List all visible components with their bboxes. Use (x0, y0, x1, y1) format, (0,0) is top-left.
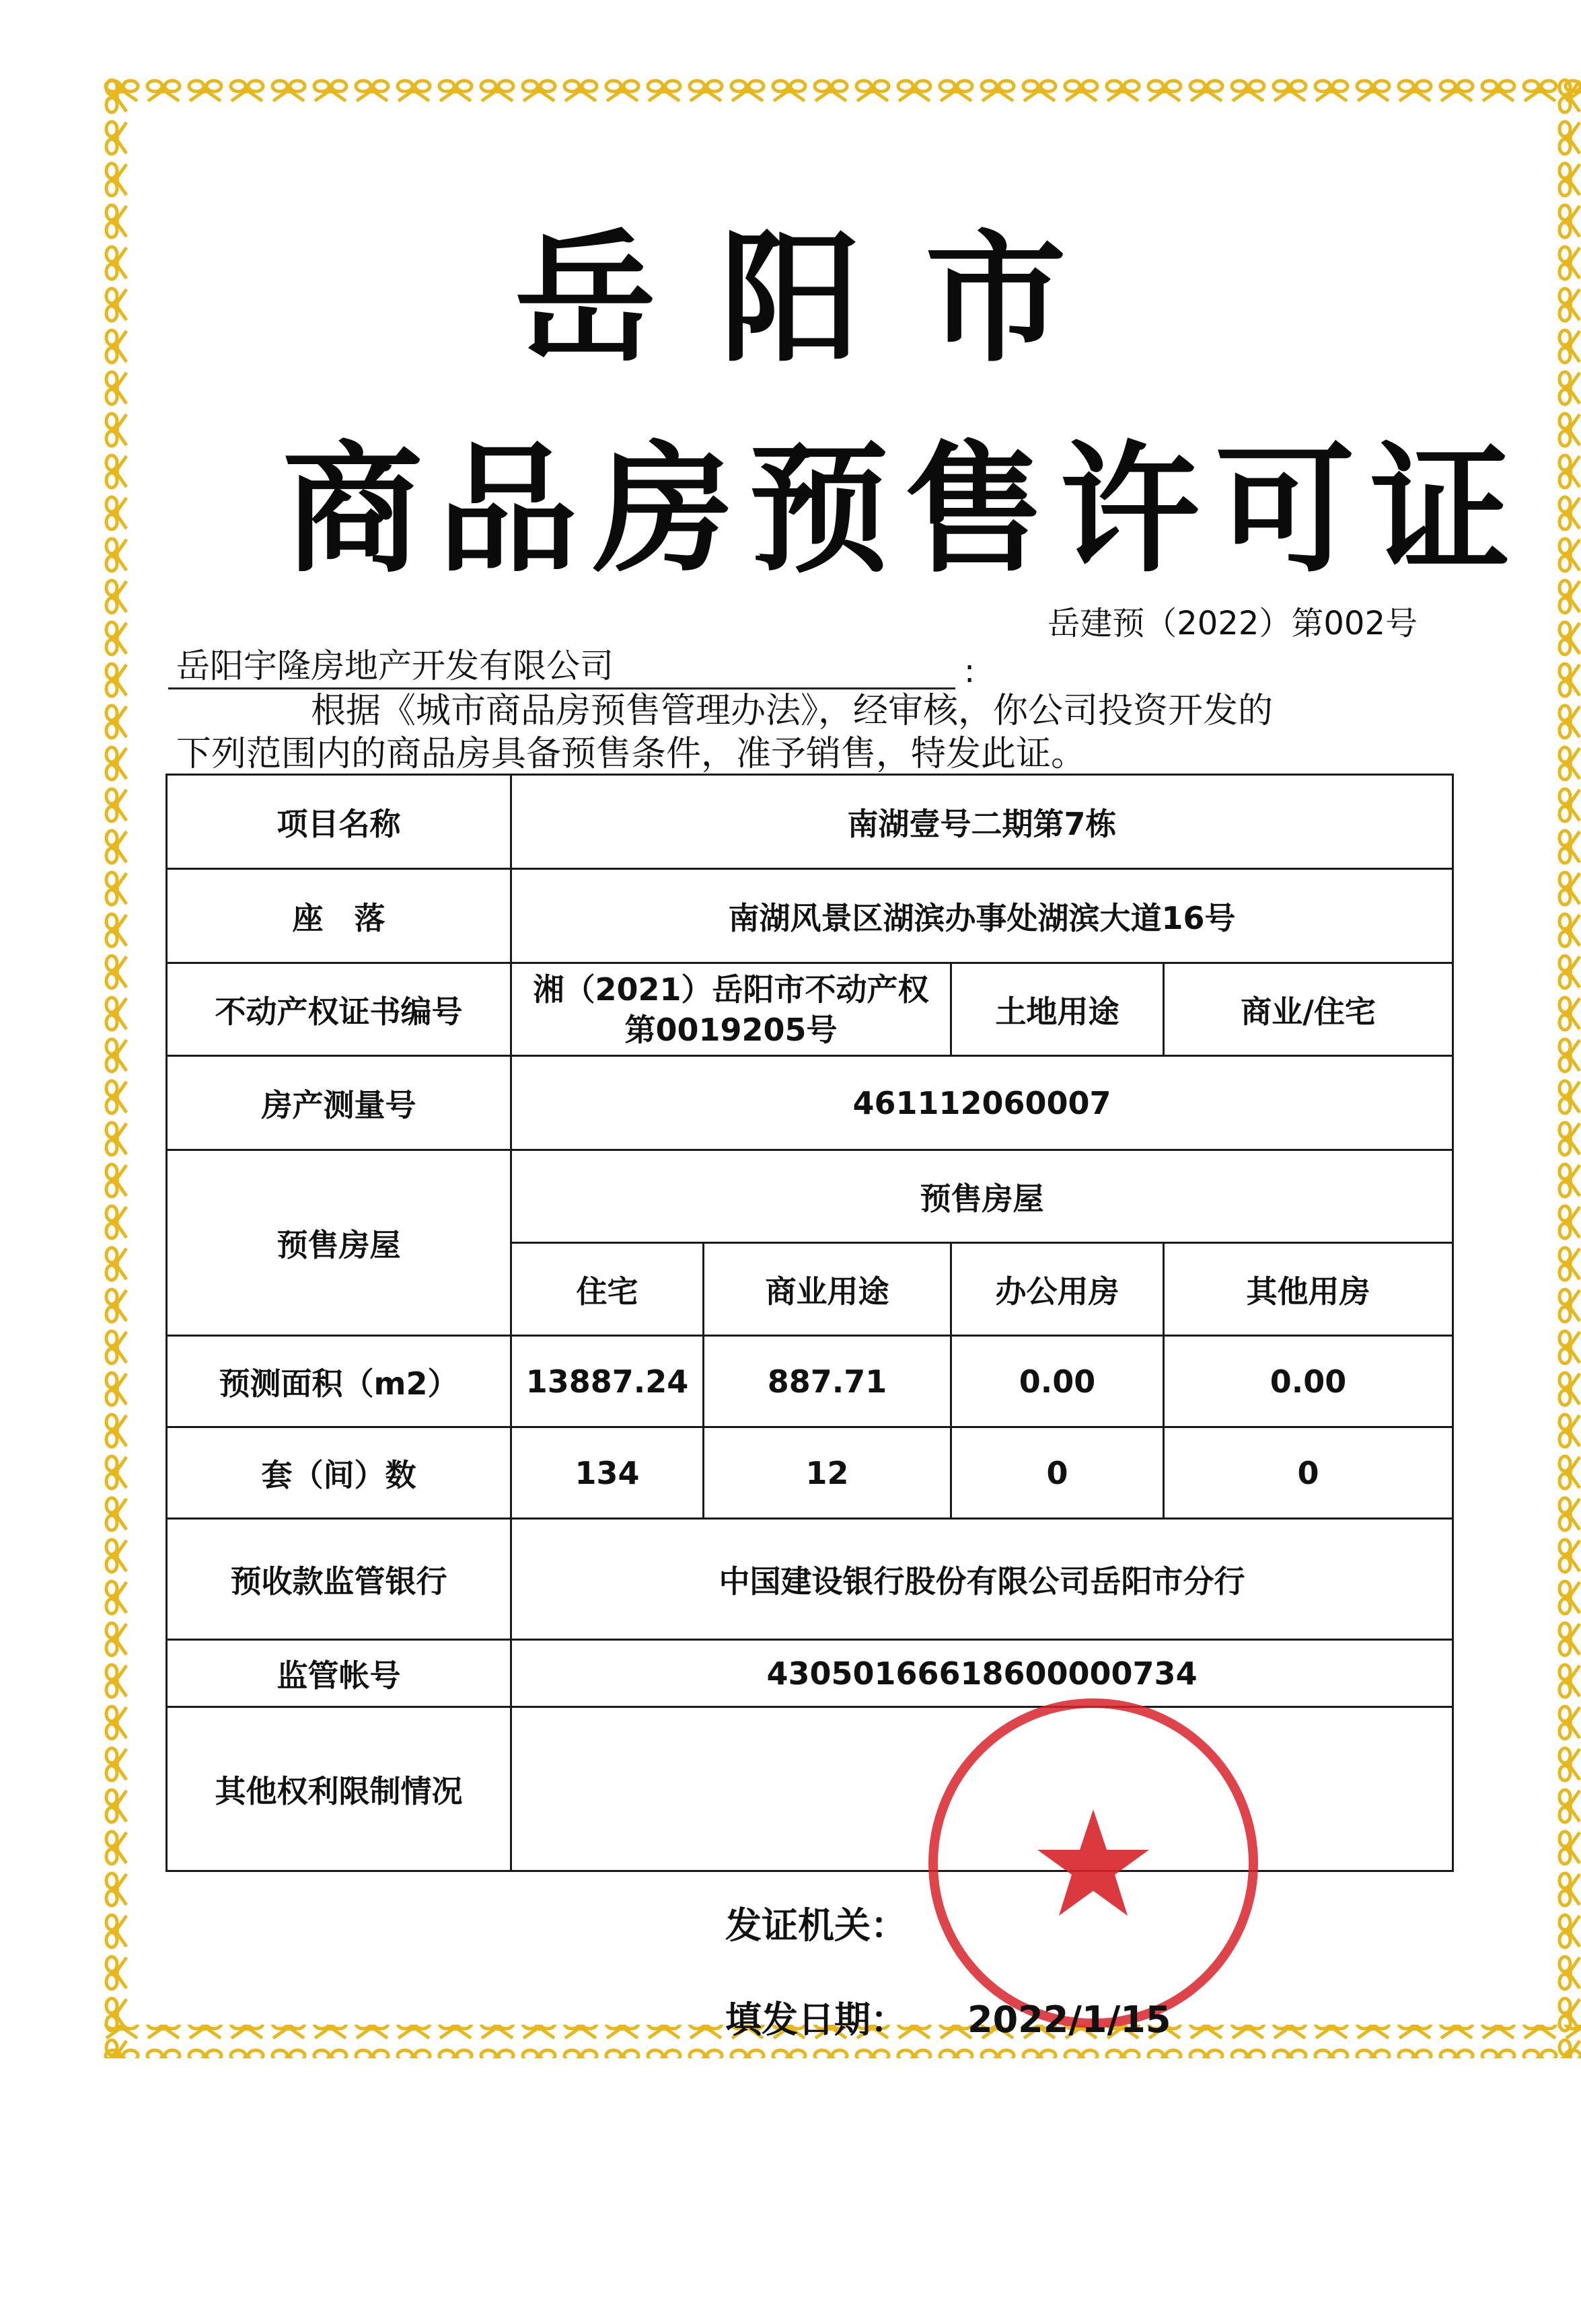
area-other: 0.00 (1164, 1336, 1453, 1427)
cert-value-line-1: 湘（2021）岳阳市不动产权 (533, 971, 929, 1008)
city-title: 岳阳市 (514, 217, 1130, 381)
col-commercial: 商业用途 (704, 1243, 951, 1336)
project-label: 项目名称 (167, 775, 511, 869)
account-label: 监管帐号 (167, 1640, 511, 1707)
presale-header: 预售房屋 (511, 1150, 1453, 1243)
area-label: 预测面积（m2） (167, 1336, 511, 1427)
signature-area (725, 1897, 1171, 2085)
col-residential: 住宅 (511, 1243, 704, 1336)
row-survey (167, 1056, 1453, 1150)
col-office: 办公用房 (951, 1243, 1164, 1336)
units-other: 0 (1164, 1427, 1453, 1519)
row-bank (167, 1519, 1453, 1640)
bank-label: 预收款监管银行 (167, 1519, 511, 1640)
row-area (167, 1336, 1453, 1427)
units-commercial: 12 (704, 1427, 951, 1519)
cert-value-line-2: 第0019205号 (624, 1011, 838, 1048)
company-name: 岳阳宇隆房地产开发有限公司 (176, 646, 614, 685)
issuer-label: 发证机关： (725, 1904, 907, 1947)
land-use-label: 土地用途 (951, 963, 1164, 1056)
location-value: 南湖风景区湖滨办事处湖滨大道16号 (511, 869, 1453, 963)
paragraph-line-1: 根据《城市商品房预售管理办法》，经审核，你公司投资开发的 (311, 691, 1274, 731)
row-units (167, 1427, 1453, 1519)
issue-date: 2022/1/15 (967, 1998, 1171, 2041)
survey-value: 461112060007 (511, 1056, 1453, 1150)
units-residential: 134 (511, 1427, 704, 1519)
cert-value (511, 963, 951, 1056)
survey-label: 房产测量号 (167, 1056, 511, 1150)
cert-label: 不动产权证书编号 (167, 963, 511, 1056)
area-office: 0.00 (951, 1336, 1164, 1427)
company-colon: : (964, 652, 976, 690)
presale-label: 预售房屋 (167, 1150, 511, 1336)
col-other: 其他用房 (1164, 1243, 1453, 1336)
area-commercial: 887.71 (704, 1336, 951, 1427)
area-residential: 13887.24 (511, 1336, 704, 1427)
units-office: 0 (951, 1427, 1164, 1519)
paragraph-line-2: 下列范围内的商品房具备预售条件，准予销售，特发此证。 (176, 734, 1087, 774)
permit-number: 岳建预（2022）第002号 (1047, 605, 1418, 642)
row-location (167, 869, 1453, 963)
issuer-row (725, 1897, 1171, 1991)
row-presale-header (167, 1150, 1453, 1243)
location-label: 座 落 (167, 869, 511, 963)
account-value: 43050166618600000734 (511, 1640, 1453, 1707)
units-label: 套（间）数 (167, 1427, 511, 1519)
bank-value: 中国建设银行股份有限公司岳阳市分行 (511, 1519, 1453, 1640)
project-value: 南湖壹号二期第7栋 (511, 775, 1453, 869)
date-label: 填发日期： (725, 1998, 907, 2041)
restriction-label: 其他权利限制情况 (167, 1707, 511, 1871)
date-row (725, 1991, 1171, 2085)
certificate-title: 商品房预售许可证 (283, 429, 1526, 592)
land-use-value: 商业/住宅 (1164, 963, 1453, 1056)
authorization-paragraph (176, 689, 1481, 776)
row-project (167, 775, 1453, 869)
row-certificate (167, 963, 1453, 1056)
